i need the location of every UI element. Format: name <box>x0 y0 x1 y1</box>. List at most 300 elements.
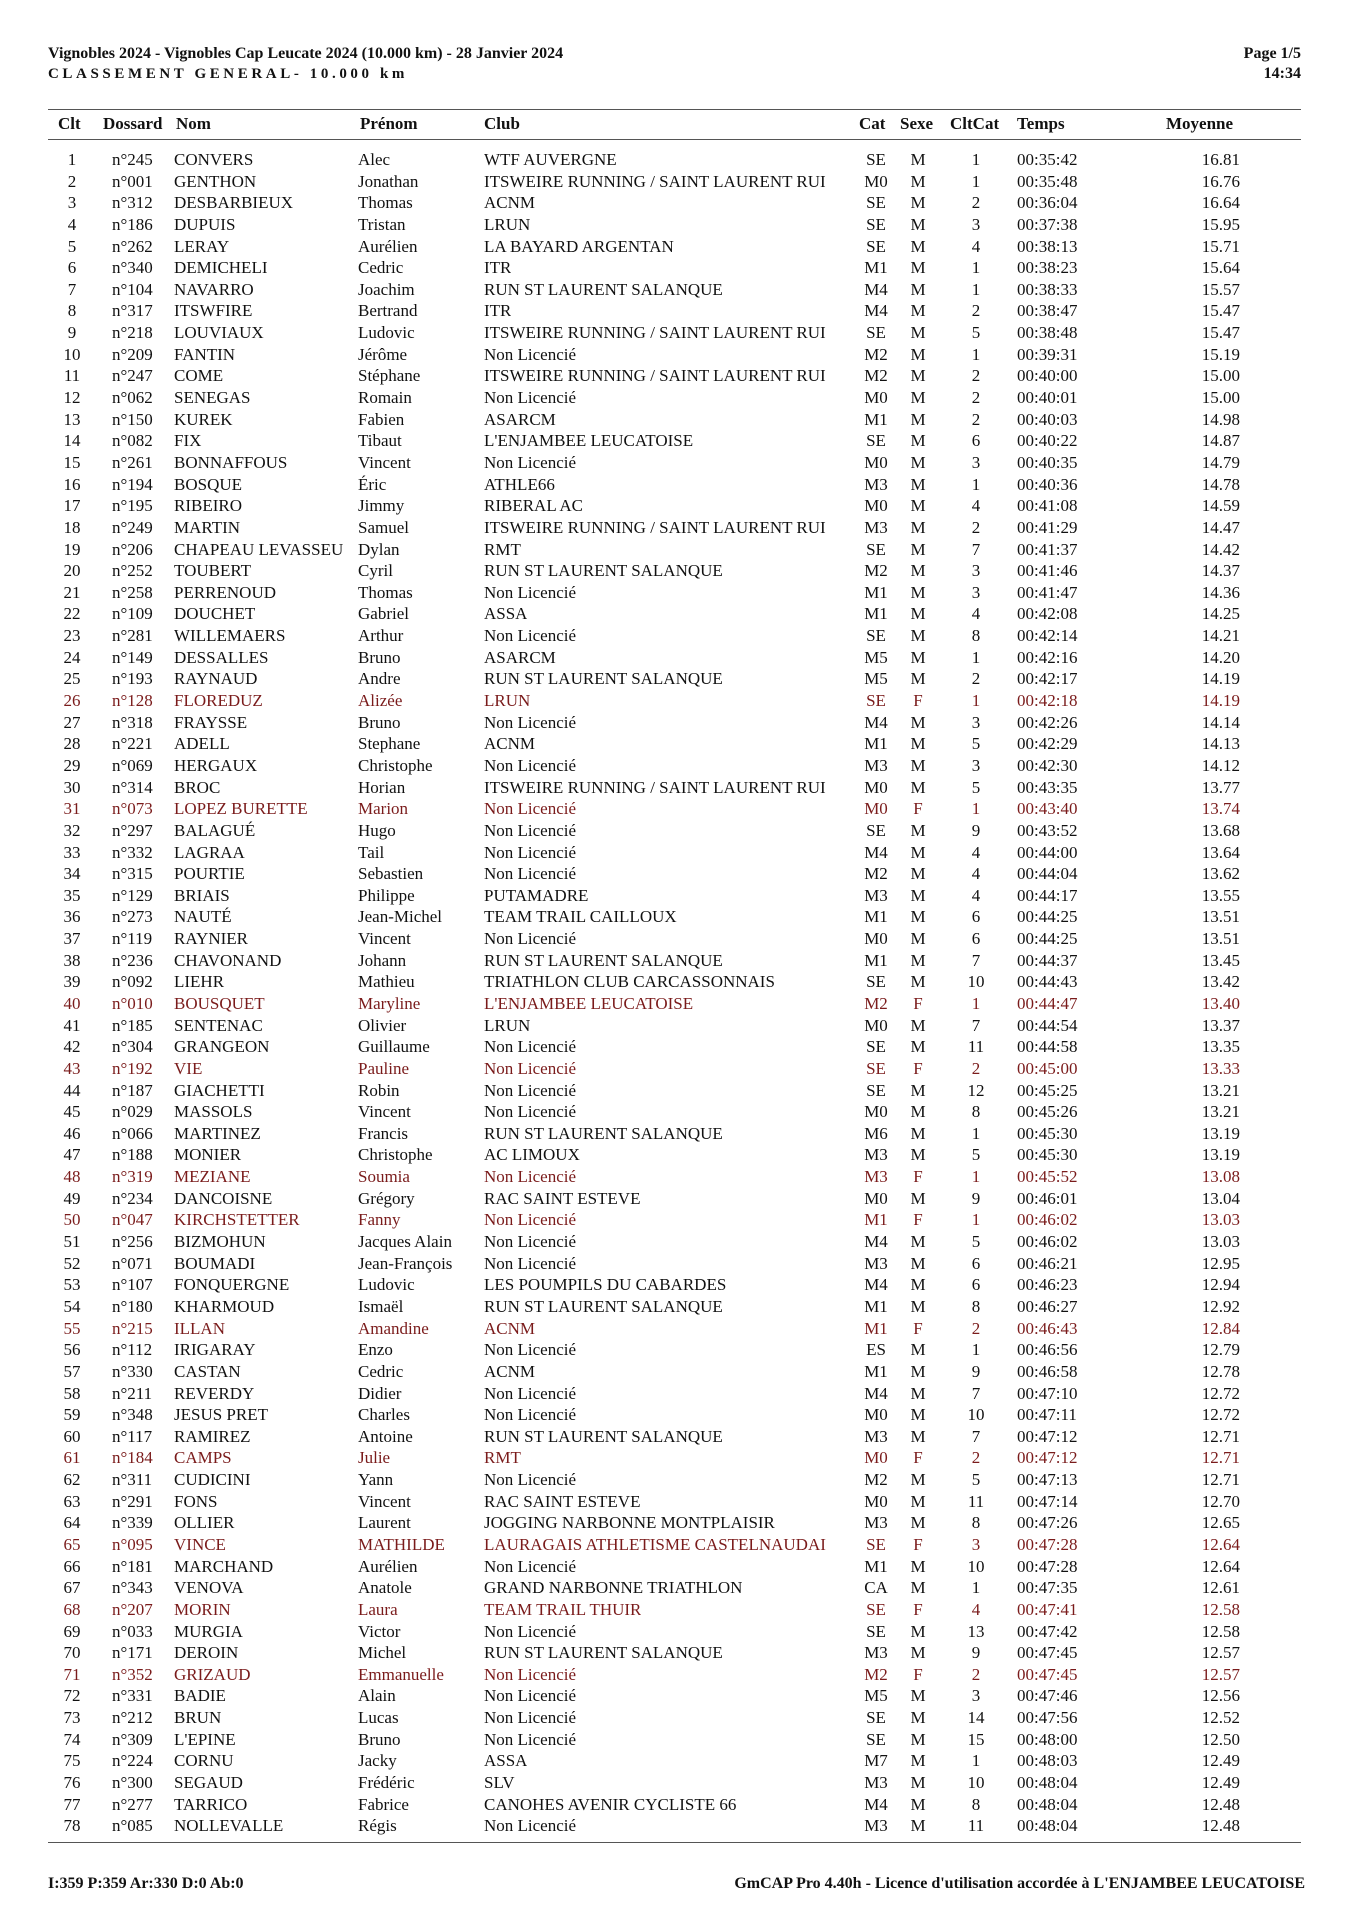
cell-cat: M5 <box>864 669 888 689</box>
cell-temps: 00:40:03 <box>1017 409 1078 429</box>
cell-temps: 00:47:10 <box>1017 1383 1078 1403</box>
cell-dossard: n°236 <box>112 950 153 970</box>
cell-temps: 00:44:00 <box>1017 842 1078 862</box>
cell-cat: M0 <box>864 496 888 516</box>
col-cltcat: CltCat <box>950 114 1000 133</box>
cell-dossard: n°256 <box>112 1232 153 1252</box>
cell-prenom: Hugo <box>358 820 396 840</box>
cell-sexe: M <box>910 1470 926 1490</box>
table-row <box>0 1772 1357 1794</box>
cell-temps: 00:47:46 <box>1017 1686 1078 1706</box>
cell-nom: SENEGAS <box>174 388 251 408</box>
cell-clt: 49 <box>63 1188 81 1208</box>
cell-temps: 00:47:28 <box>1017 1535 1078 1554</box>
cell-clt: 8 <box>67 301 77 321</box>
cell-temps: 00:44:37 <box>1017 950 1078 970</box>
cell-prenom: Johann <box>358 950 407 970</box>
cell-cltcat: 10 <box>967 972 985 992</box>
cell-cltcat: 4 <box>971 236 981 256</box>
cell-sexe: M <box>910 582 926 602</box>
cell-prenom: Alain <box>358 1686 396 1706</box>
cell-cltcat: 8 <box>971 1296 981 1316</box>
cell-dossard: n°309 <box>112 1729 153 1749</box>
cell-dossard: n°314 <box>112 777 153 797</box>
cell-prenom: Charles <box>358 1405 410 1425</box>
table-row <box>0 1599 1357 1621</box>
col-clt: Clt <box>58 114 81 133</box>
cell-nom: NOLLEVALLE <box>174 1816 284 1836</box>
cell-cat: SE <box>866 1599 886 1619</box>
cell-dossard: n°071 <box>112 1253 153 1273</box>
cell-cltcat: 7 <box>971 950 981 970</box>
cell-club: RMT <box>484 1448 521 1468</box>
cell-temps: 00:47:42 <box>1017 1621 1078 1641</box>
cell-moyenne: 14.47 <box>1201 517 1240 537</box>
cell-cltcat: 3 <box>971 561 981 581</box>
cell-dossard: n°104 <box>112 279 153 299</box>
cell-cltcat: 15 <box>967 1729 985 1749</box>
cell-cltcat: 1 <box>971 279 981 299</box>
cell-cat: M4 <box>864 1383 888 1403</box>
cell-clt: 56 <box>63 1340 81 1360</box>
cell-clt: 15 <box>63 452 81 472</box>
cell-sexe: M <box>910 777 926 797</box>
cell-sexe: F <box>913 1058 923 1078</box>
cell-temps: 00:42:26 <box>1017 712 1078 732</box>
cell-dossard: n°249 <box>112 517 153 537</box>
cell-dossard: n°311 <box>112 1470 153 1490</box>
cell-dossard: n°192 <box>112 1058 153 1078</box>
cell-cat: M1 <box>864 734 888 754</box>
cell-temps: 00:42:14 <box>1017 626 1078 646</box>
cell-cltcat: 4 <box>971 604 981 624</box>
cell-moyenne: 12.58 <box>1201 1599 1240 1619</box>
cell-temps: 00:44:47 <box>1017 993 1078 1013</box>
cell-clt: 10 <box>63 344 81 364</box>
cell-clt: 6 <box>67 258 77 278</box>
cell-moyenne: 13.04 <box>1201 1188 1240 1208</box>
cell-sexe: M <box>910 301 926 321</box>
cell-moyenne: 13.37 <box>1201 1015 1240 1035</box>
cell-club: Non Licencié <box>484 712 577 732</box>
cell-cltcat: 5 <box>971 1232 981 1252</box>
cell-cat: M5 <box>864 647 888 667</box>
cell-prenom: Pauline <box>358 1058 409 1078</box>
cell-temps: 00:47:41 <box>1017 1599 1078 1619</box>
cell-clt: 37 <box>63 929 81 949</box>
cell-prenom: Alizée <box>358 691 403 711</box>
table-row <box>0 149 1357 171</box>
cell-nom: FRAYSSE <box>174 712 248 732</box>
cell-temps: 00:42:30 <box>1017 755 1078 775</box>
cell-dossard: n°010 <box>112 993 153 1013</box>
cell-prenom: Jacky <box>358 1751 397 1771</box>
cell-club: Non Licencié <box>484 1102 577 1122</box>
cell-prenom: Aurélien <box>358 1556 418 1576</box>
cell-nom: CHAPEAU LEVASSEU <box>174 539 344 559</box>
cell-cltcat: 8 <box>971 1102 981 1122</box>
cell-prenom: Lucas <box>358 1708 399 1728</box>
cell-clt: 77 <box>63 1794 81 1814</box>
cell-clt: 54 <box>63 1296 81 1316</box>
cell-prenom: Francis <box>358 1123 409 1143</box>
cell-cat: M2 <box>864 366 888 386</box>
cell-moyenne: 13.21 <box>1201 1080 1240 1100</box>
cell-prenom: Régis <box>358 1816 397 1836</box>
cell-nom: DESSALLES <box>174 647 269 667</box>
cell-nom: CORNU <box>174 1751 234 1771</box>
cell-dossard: n°062 <box>112 388 153 408</box>
race-title: Vignobles 2024 - Vignobles Cap Leucate 2024 (10.000 km) - 28 Janvier 2024 <box>48 45 564 62</box>
cell-club: LRUN <box>484 214 531 234</box>
cell-dossard: n°330 <box>112 1361 153 1381</box>
cell-clt: 19 <box>63 539 81 559</box>
cell-moyenne: 16.64 <box>1201 193 1240 213</box>
cell-club: Non Licencié <box>484 1470 577 1490</box>
cell-cltcat: 7 <box>971 1426 981 1446</box>
cell-cltcat: 3 <box>971 214 981 234</box>
cell-club: ITSWEIRE RUNNING / SAINT LAURENT RUI <box>484 323 826 343</box>
cell-sexe: M <box>910 150 926 169</box>
cell-club: ACNM <box>484 734 536 754</box>
table-row <box>0 647 1357 669</box>
cell-dossard: n°187 <box>112 1080 153 1100</box>
cell-cltcat: 7 <box>971 1015 981 1035</box>
cell-dossard: n°332 <box>112 842 153 862</box>
cell-temps: 00:42:29 <box>1017 734 1078 754</box>
cell-clt: 18 <box>63 517 81 537</box>
cell-club: Non Licencié <box>484 344 577 364</box>
cell-clt: 64 <box>63 1513 81 1533</box>
cell-prenom: Christophe <box>358 755 433 775</box>
cell-cltcat: 3 <box>971 452 981 472</box>
cell-sexe: M <box>910 1513 926 1533</box>
cell-temps: 00:45:00 <box>1017 1058 1078 1078</box>
cell-moyenne: 15.47 <box>1201 301 1240 321</box>
cell-nom: LOUVIAUX <box>174 323 264 343</box>
cell-dossard: n°033 <box>112 1621 153 1641</box>
table-row <box>0 365 1357 387</box>
table-row <box>0 1664 1357 1686</box>
cell-prenom: Vincent <box>358 452 411 472</box>
cell-moyenne: 13.45 <box>1201 950 1240 970</box>
cell-cltcat: 7 <box>971 539 981 559</box>
cell-dossard: n°331 <box>112 1686 153 1706</box>
cell-nom: JESUS PRET <box>174 1405 268 1425</box>
cell-club: RAC SAINT ESTEVE <box>484 1491 641 1511</box>
table-row <box>0 1512 1357 1534</box>
cell-prenom: Gabriel <box>358 604 409 624</box>
cell-temps: 00:38:47 <box>1017 301 1078 321</box>
table-row <box>0 474 1357 496</box>
cell-clt: 24 <box>63 647 81 667</box>
cell-club: LA BAYARD ARGENTAN <box>484 236 674 256</box>
cell-sexe: M <box>910 388 926 408</box>
cell-temps: 00:38:23 <box>1017 258 1078 278</box>
cell-temps: 00:46:56 <box>1017 1340 1078 1360</box>
col-prenom: Prénom <box>360 114 418 133</box>
cell-clt: 35 <box>63 885 81 905</box>
cell-dossard: n°069 <box>112 755 153 775</box>
cell-club: Non Licencié <box>484 582 577 602</box>
cell-temps: 00:44:25 <box>1017 907 1078 927</box>
cell-club: JOGGING NARBONNE MONTPLAISIR <box>484 1513 775 1533</box>
table-row <box>0 1383 1357 1405</box>
cell-dossard: n°258 <box>112 582 153 602</box>
cell-dossard: n°277 <box>112 1794 153 1814</box>
cell-prenom: Ismaël <box>358 1296 404 1316</box>
cell-cat: M2 <box>864 993 888 1013</box>
cell-club: Non Licencié <box>484 1080 577 1100</box>
cell-clt: 34 <box>63 864 81 884</box>
cell-club: LES POUMPILS DU CABARDES <box>484 1275 727 1295</box>
cell-clt: 47 <box>63 1145 81 1165</box>
cell-nom: LERAY <box>174 236 230 256</box>
cell-dossard: n°150 <box>112 409 153 429</box>
cell-sexe: M <box>910 171 926 191</box>
cell-temps: 00:40:36 <box>1017 474 1078 494</box>
cell-prenom: Olivier <box>358 1015 407 1035</box>
table-row <box>0 820 1357 842</box>
table-row <box>0 1642 1357 1664</box>
table-row <box>0 1318 1357 1340</box>
cell-nom: FIX <box>174 431 202 451</box>
cell-dossard: n°211 <box>112 1383 153 1403</box>
cell-moyenne: 12.71 <box>1201 1448 1240 1468</box>
cell-dossard: n°312 <box>112 193 153 213</box>
cell-clt: 78 <box>63 1816 81 1836</box>
cell-temps: 00:41:08 <box>1017 496 1078 516</box>
cell-clt: 60 <box>63 1426 81 1446</box>
cell-nom: KUREK <box>174 409 233 429</box>
cell-moyenne: 13.35 <box>1201 1037 1240 1057</box>
cell-sexe: F <box>913 993 923 1013</box>
cell-cat: M1 <box>864 1361 888 1381</box>
cell-sexe: M <box>910 626 926 646</box>
cell-club: CANOHES AVENIR CYCLISTE 66 <box>484 1794 737 1814</box>
cell-prenom: Marion <box>358 799 409 819</box>
cell-prenom: Andre <box>358 669 401 689</box>
cell-nom: DEMICHELI <box>174 258 268 278</box>
cell-sexe: M <box>910 409 926 429</box>
table-row <box>0 842 1357 864</box>
table-row <box>0 344 1357 366</box>
cell-club: TEAM TRAIL THUIR <box>484 1599 642 1619</box>
cell-clt: 16 <box>63 474 81 494</box>
cell-prenom: Jean-François <box>358 1253 453 1273</box>
cell-moyenne: 15.00 <box>1201 366 1240 386</box>
cell-moyenne: 12.79 <box>1201 1340 1240 1360</box>
cell-clt: 42 <box>63 1037 81 1057</box>
cell-cltcat: 6 <box>971 1275 981 1295</box>
cell-moyenne: 13.21 <box>1201 1102 1240 1122</box>
cell-sexe: M <box>910 431 926 451</box>
cell-club: LRUN <box>484 1015 531 1035</box>
cell-cltcat: 2 <box>971 1318 981 1338</box>
cell-sexe: M <box>910 1188 926 1208</box>
cell-temps: 00:45:30 <box>1017 1123 1078 1143</box>
cell-nom: RAMIREZ <box>174 1426 251 1446</box>
cell-moyenne: 14.14 <box>1201 712 1240 732</box>
cell-club: RAC SAINT ESTEVE <box>484 1188 641 1208</box>
cell-moyenne: 12.70 <box>1201 1491 1240 1511</box>
cell-nom: MARCHAND <box>174 1556 274 1576</box>
cell-clt: 58 <box>63 1383 81 1403</box>
cell-sexe: M <box>910 950 926 970</box>
cell-dossard: n°185 <box>112 1015 153 1035</box>
cell-cltcat: 9 <box>971 1643 981 1663</box>
cell-dossard: n°252 <box>112 561 153 581</box>
cell-temps: 00:43:35 <box>1017 777 1078 797</box>
cell-prenom: Cedric <box>358 1361 404 1381</box>
cell-nom: L'EPINE <box>174 1729 236 1749</box>
cell-nom: FONS <box>174 1491 218 1511</box>
cell-clt: 4 <box>67 214 77 234</box>
cell-cltcat: 2 <box>971 669 981 689</box>
table-row <box>0 1447 1357 1469</box>
table-row <box>0 1231 1357 1253</box>
cell-cat: SE <box>866 1037 886 1057</box>
cell-temps: 00:40:00 <box>1017 366 1078 386</box>
cell-nom: ILLAN <box>174 1318 225 1338</box>
cell-clt: 72 <box>63 1686 81 1706</box>
cell-dossard: n°029 <box>112 1102 153 1122</box>
cell-moyenne: 12.71 <box>1201 1426 1240 1446</box>
cell-clt: 28 <box>63 734 81 754</box>
cell-prenom: Enzo <box>358 1340 393 1360</box>
cell-dossard: n°193 <box>112 669 153 689</box>
cell-club: RUN ST LAURENT SALANQUE <box>484 1296 723 1316</box>
cell-dossard: n°207 <box>112 1599 153 1619</box>
cell-sexe: M <box>910 1729 926 1749</box>
cell-cltcat: 4 <box>971 864 981 884</box>
cell-nom: TARRICO <box>174 1794 248 1814</box>
cell-cat: ES <box>866 1340 886 1360</box>
cell-dossard: n°212 <box>112 1708 153 1728</box>
cell-prenom: Éric <box>358 474 387 494</box>
cell-dossard: n°001 <box>112 171 153 191</box>
cell-club: TRIATHLON CLUB CARCASSONNAIS <box>484 972 775 992</box>
cell-dossard: n°245 <box>112 150 153 169</box>
cell-sexe: F <box>913 691 923 711</box>
cell-temps: 00:43:40 <box>1017 799 1078 819</box>
cell-nom: BROC <box>174 777 221 797</box>
cell-nom: GRANGEON <box>174 1037 270 1057</box>
cell-club: Non Licencié <box>484 1621 577 1641</box>
cell-cat: SE <box>866 323 886 343</box>
cell-cat: M4 <box>864 279 888 299</box>
cell-cat: SE <box>866 214 886 234</box>
cell-prenom: Frédéric <box>358 1773 415 1793</box>
cell-moyenne: 14.21 <box>1201 626 1240 646</box>
cell-clt: 21 <box>63 582 81 602</box>
cell-nom: CASTAN <box>174 1361 241 1381</box>
cell-sexe: M <box>910 517 926 537</box>
cell-club: Non Licencié <box>484 1340 577 1360</box>
table-row <box>0 863 1357 885</box>
cell-clt: 13 <box>63 409 81 429</box>
cell-moyenne: 12.48 <box>1201 1816 1240 1836</box>
cell-sexe: M <box>910 1102 926 1122</box>
cell-cltcat: 8 <box>971 626 981 646</box>
cell-club: RUN ST LAURENT SALANQUE <box>484 1123 723 1143</box>
cell-clt: 53 <box>63 1275 81 1295</box>
table-row <box>0 1080 1357 1102</box>
cell-temps: 00:47:13 <box>1017 1470 1078 1490</box>
cell-cltcat: 10 <box>967 1773 985 1793</box>
cell-sexe: M <box>910 907 926 927</box>
table-row <box>0 993 1357 1015</box>
cell-nom: COME <box>174 366 224 386</box>
cell-moyenne: 14.12 <box>1201 755 1240 775</box>
cell-club: Non Licencié <box>484 452 577 472</box>
table-row <box>0 1729 1357 1751</box>
table-row <box>0 1058 1357 1080</box>
cell-clt: 41 <box>63 1015 81 1035</box>
cell-cltcat: 3 <box>971 712 981 732</box>
cell-prenom: Jonathan <box>358 171 419 191</box>
cell-temps: 00:36:04 <box>1017 193 1078 213</box>
cell-nom: MONIER <box>174 1145 242 1165</box>
table-row <box>0 409 1357 431</box>
table-row <box>0 517 1357 539</box>
cell-dossard: n°343 <box>112 1578 153 1598</box>
cell-prenom: Tibaut <box>358 431 402 451</box>
table-row <box>0 1815 1357 1837</box>
cell-sexe: M <box>910 366 926 386</box>
cell-nom: KHARMOUD <box>174 1296 275 1316</box>
cell-club: RMT <box>484 539 521 559</box>
table-row <box>0 387 1357 409</box>
cell-cltcat: 5 <box>971 323 981 343</box>
cell-moyenne: 14.25 <box>1201 604 1240 624</box>
cell-club: Non Licencié <box>484 1708 577 1728</box>
table-row <box>0 214 1357 236</box>
cell-sexe: M <box>910 1556 926 1576</box>
cell-clt: 11 <box>63 366 81 386</box>
cell-sexe: M <box>910 1145 926 1165</box>
cell-cltcat: 3 <box>971 582 981 602</box>
cell-nom: RAYNIER <box>174 929 248 949</box>
table-row <box>0 1794 1357 1816</box>
cell-sexe: M <box>910 1296 926 1316</box>
cell-club: ATHLE66 <box>484 474 555 494</box>
cell-cat: M0 <box>864 388 888 408</box>
cell-nom: HERGAUX <box>174 755 258 775</box>
cell-prenom: Thomas <box>358 193 413 213</box>
cell-temps: 00:47:45 <box>1017 1643 1078 1663</box>
header-bottom-rule <box>48 139 1301 140</box>
cell-cat: SE <box>866 193 886 213</box>
cell-cat: M0 <box>864 799 888 819</box>
cell-club: PUTAMADRE <box>484 885 589 905</box>
table-row <box>0 1339 1357 1361</box>
cell-club: TEAM TRAIL CAILLOUX <box>484 907 677 927</box>
cell-cat: SE <box>866 972 886 992</box>
column-headers <box>0 114 1357 136</box>
cell-nom: BIZMOHUN <box>174 1232 266 1252</box>
cell-clt: 26 <box>63 691 81 711</box>
cell-temps: 00:42:16 <box>1017 647 1078 667</box>
cell-nom: MARTINEZ <box>174 1123 261 1143</box>
col-moyenne: Moyenne <box>1166 114 1234 133</box>
cell-club: RUN ST LAURENT SALANQUE <box>484 950 723 970</box>
cell-dossard: n°181 <box>112 1556 153 1576</box>
cell-dossard: n°047 <box>112 1210 153 1230</box>
cell-nom: BRIAIS <box>174 885 230 905</box>
cell-club: Non Licencié <box>484 842 577 862</box>
cell-temps: 00:47:14 <box>1017 1491 1078 1511</box>
